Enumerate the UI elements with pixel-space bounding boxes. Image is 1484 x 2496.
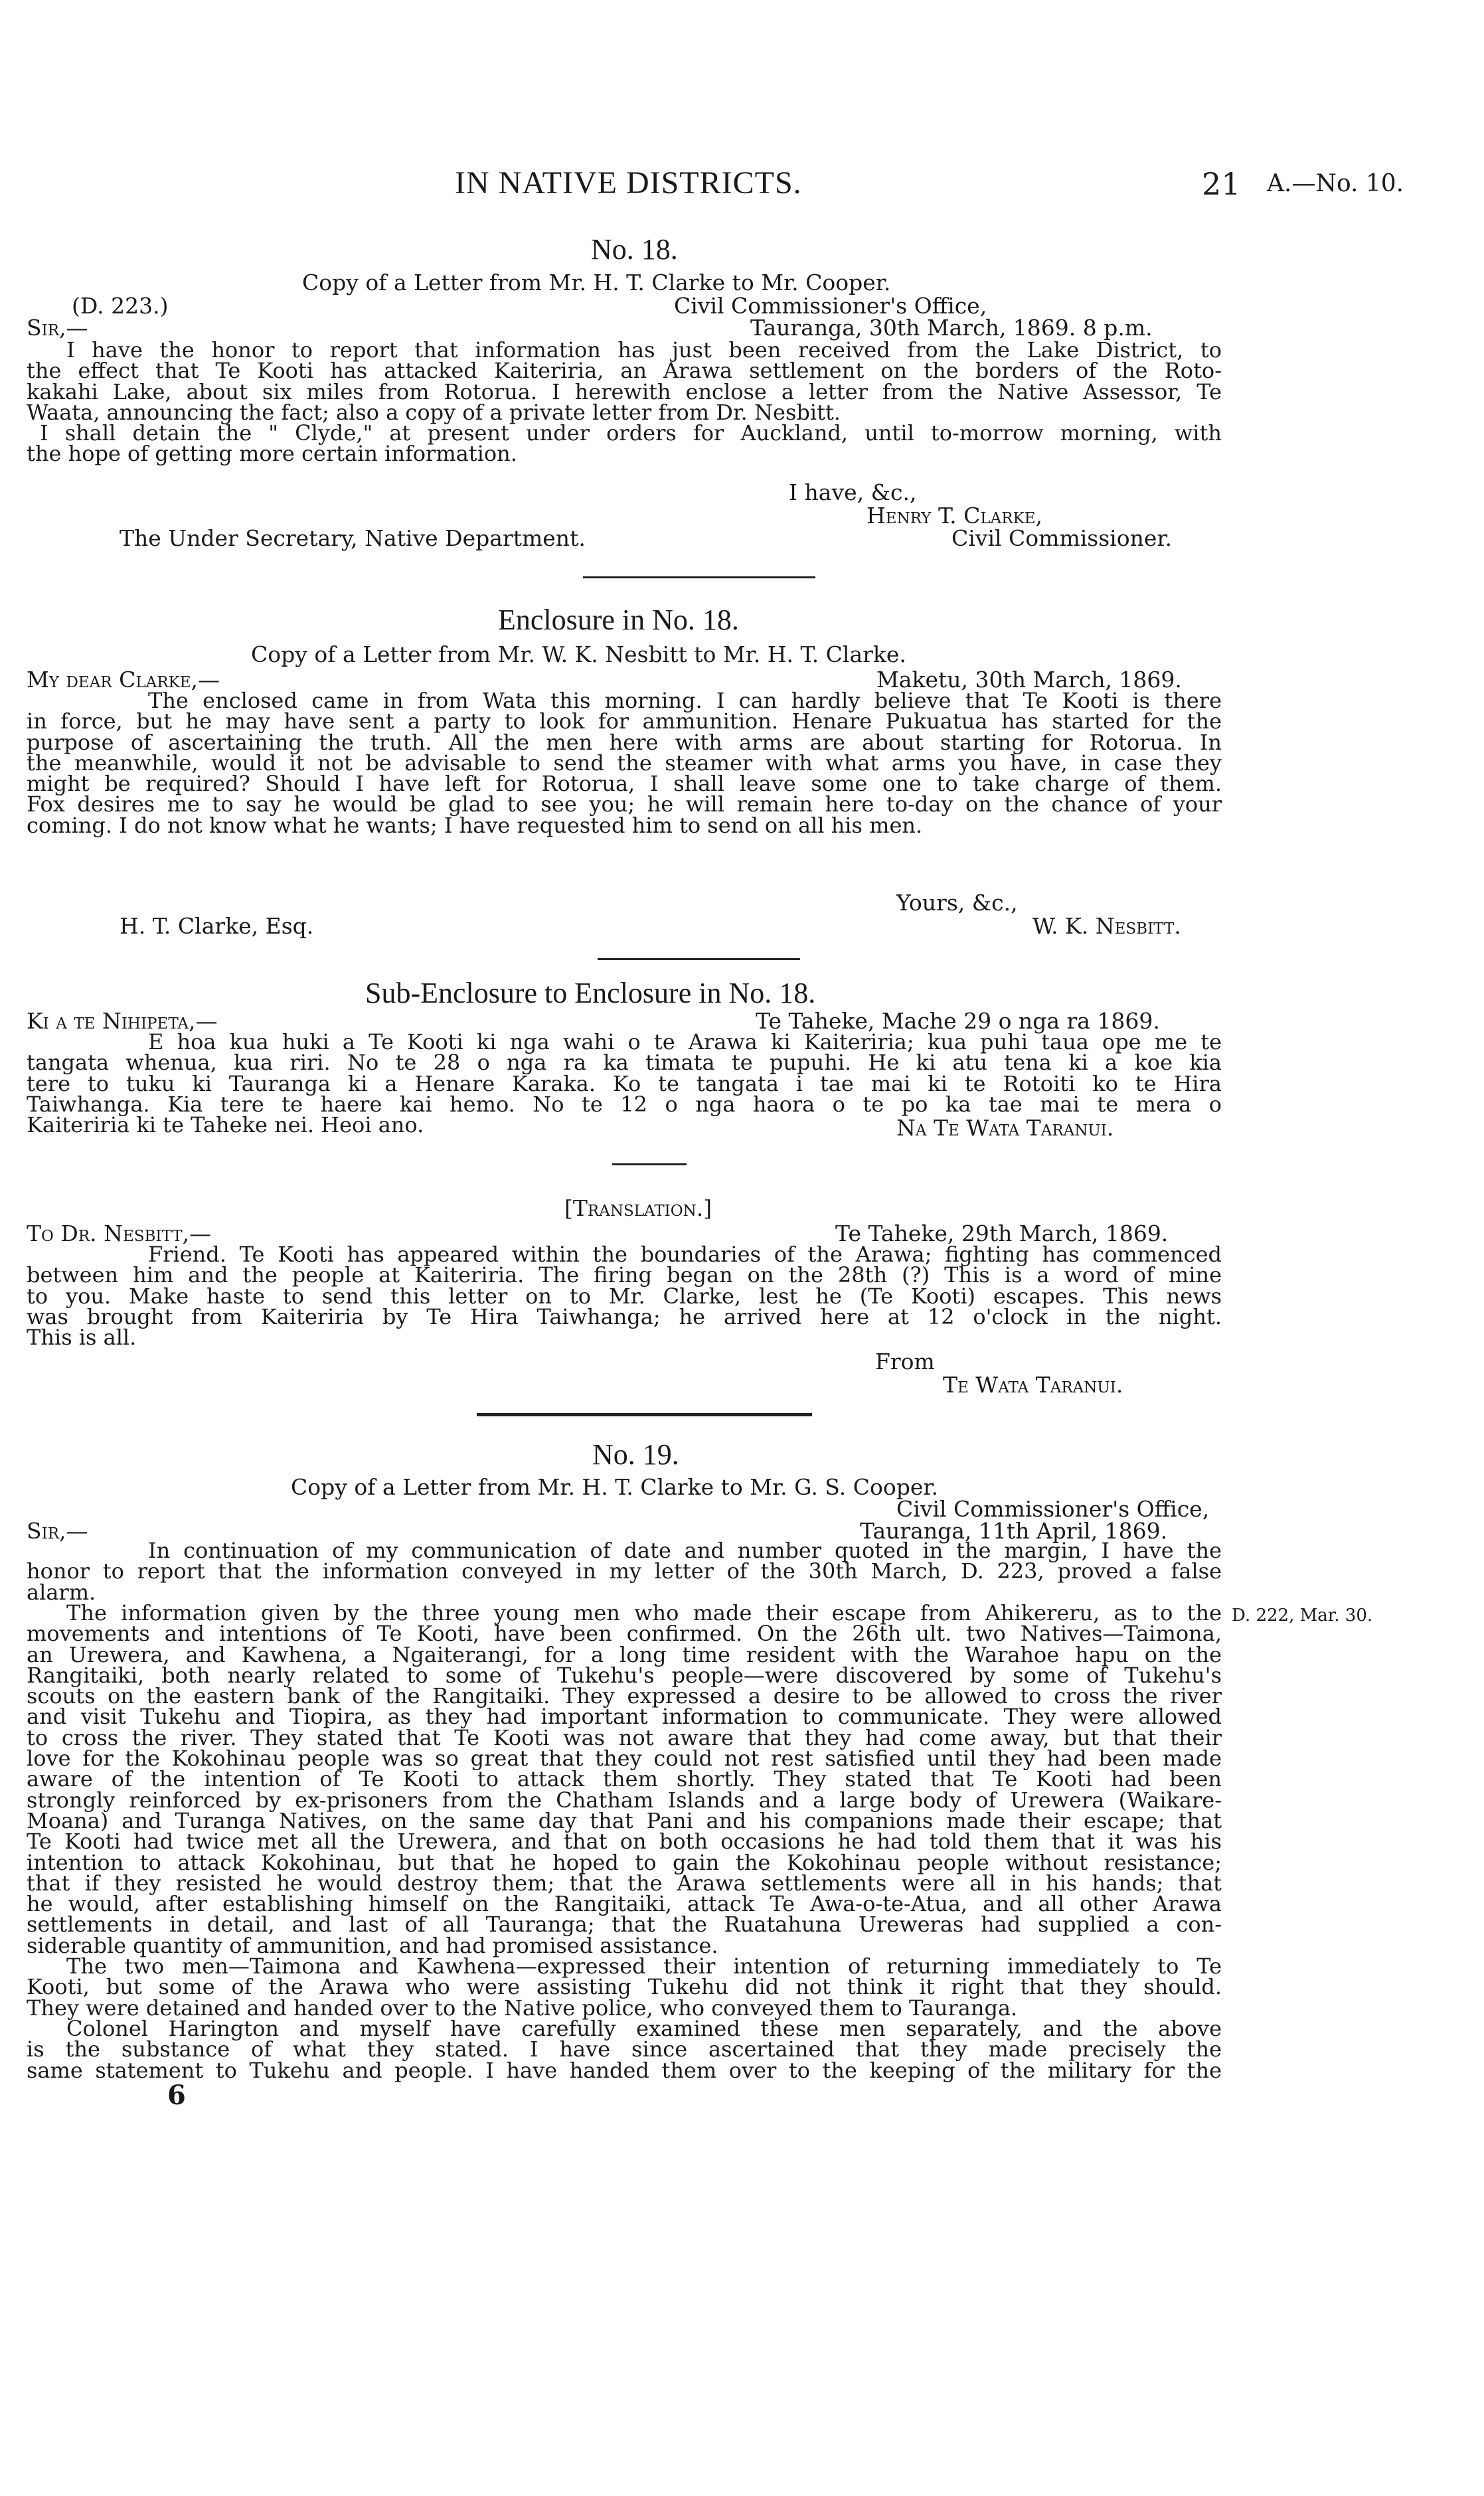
translation-place-date: Te Taheke, 29th March, 1869. <box>835 1220 1169 1246</box>
text-line: alarm. <box>27 1579 96 1605</box>
text-line: is the substance of what they stated. I have since ascertained that they made precisely the <box>27 2037 1222 2062</box>
text-line: he would, after establishing himself on the Rangitaiki, attack Te Awa-o-te-Atua, and all other Arawa <box>27 1891 1222 1917</box>
letter-19-paragraph-1 <box>27 1540 1222 1603</box>
section-divider <box>583 576 815 578</box>
text-line: aware of the intention of Te Kooti to attack them shortly. They stated that Te Kooti had been <box>27 1766 1222 1792</box>
section-divider <box>477 1413 812 1416</box>
enclosure-18-signature: W. K. Nesbitt. <box>1032 913 1181 939</box>
text-line: Fox desires me to say he would be glad to see you; he will remain here to-day on the chance of your <box>27 791 1222 817</box>
text-line: the hope of getting more certain information. <box>27 441 517 467</box>
text-line: I shall detain the " Clyde," at present under orders for Auckland, until to-morrow morning, with <box>40 420 1222 446</box>
text-line: an Urewera, and Kawhena, a Ngaiterangi, for a long time resident with the Warahoe hapu on the <box>27 1641 1222 1667</box>
text-line: Te Kooti had twice met all the Urewera, and that on both occasions he had told them that it was his <box>27 1829 1222 1855</box>
margin-note: D. 222, Mar. 30. <box>1232 1606 1373 1625</box>
letter-19-office: Civil Commissioner's Office, <box>896 1496 1210 1522</box>
letter-19-title: No. 19. <box>592 1438 679 1471</box>
letter-19-paragraph-2 <box>27 1600 1222 1958</box>
text-line: Kooti, but some of the Arawa who were assisting Tukehu did not think it right that they should. <box>27 1974 1222 2000</box>
text-line: the meanwhile, would it not be advisable to send the steamer with what arms you have, in case they <box>27 750 1222 776</box>
letter-18-place-date: Tauranga, 30th March, 1869. 8 p.m. <box>750 315 1153 341</box>
text-line: might be required? Should I have left for Rotorua, I shall leave some one to take charge of them. <box>27 771 1222 797</box>
text-line: Rangitaiki, both nearly related to some of Tukehu's people—were discovered by some of Tukehu's <box>27 1662 1222 1688</box>
text-line: They were detained and handed over to the Native police, who conveyed them to Tauranga. <box>27 1995 1018 2021</box>
running-header-title: IN NATIVE DISTRICTS. <box>455 165 802 201</box>
translation-label: [Translation.] <box>564 1195 712 1221</box>
text-line: coming. I do not know what he wants; I have requested him to send on all his men. <box>27 812 923 838</box>
text-line: that if they resisted he would destroy them; that the Arawa settlements were all in his hands; that <box>27 1870 1222 1896</box>
letter-18-body <box>27 337 1222 467</box>
text-line: Kaiteriria ki te Taheke nei. Heoi ano. <box>27 1112 424 1138</box>
text-line: purpose of ascertaining the truth. All the men here with arms are about starting for Rotorua. In <box>27 729 1222 755</box>
enclosure-18-title: Enclosure in No. 18. <box>498 604 739 636</box>
translation-body <box>27 1242 1222 1351</box>
text-line: settlements in detail, and last of all Tauranga; that the Ruatahuna Ureweras had supplied a con- <box>27 1912 1222 1938</box>
text-line: The two men—Taimona and Kawhena—expressed their intention of returning immediately to Te <box>66 1954 1222 1979</box>
text-line: Moana) and Turanga Natives, on the same day that Pani and his companions made their escape; that <box>27 1807 1222 1833</box>
text-line: honor to report that the information conveyed in my letter of the 30th March, D. 223, proved a false <box>27 1558 1222 1584</box>
letter-19-place-date: Tauranga, 11th April, 1869. <box>860 1518 1168 1544</box>
text-line: love for the Kokohinau people was so great that they could not rest satisfied until they had been made <box>27 1746 1222 1772</box>
text-line: strongly reinforced by ex-prisoners from the Chatham Islands and a large body of Urewera (Waikare- <box>27 1787 1222 1813</box>
section-divider <box>612 1163 687 1165</box>
enclosure-18-closing: Yours, &c., <box>896 890 1018 916</box>
text-line: movements and intentions of Te Kooti, have been confirmed. On the 26th ult. two Natives—Taimona, <box>27 1621 1222 1647</box>
letter-18-subtitle: Copy of a Letter from Mr. H. T. Clarke to Mr. Cooper. <box>302 270 891 295</box>
text-line: tangata whenua, kua riri. No te 28 o nga ra ka timata te pupuhi. He ki atu tena ki a koe kia <box>27 1050 1222 1076</box>
section-divider <box>598 958 800 960</box>
text-line: siderable quantity of ammunition, and had promised assistance. <box>27 1932 718 1958</box>
text-line: I have the honor to report that information has just been received from the Lake District, to <box>66 337 1222 363</box>
letter-18-title: No. 18. <box>591 233 678 266</box>
page-number: 21 <box>1202 166 1241 202</box>
letter-18-reference: (D. 223.) <box>72 293 169 319</box>
translation-from: From <box>875 1349 935 1374</box>
signature-mark: 6 <box>167 2080 186 2111</box>
text-line: Taiwhanga. Kia tere te haere kai hemo. No te 12 o nga haora o te po ka tae mai te mera o <box>27 1091 1222 1117</box>
letter-18-closing: I have, &c., <box>789 479 917 505</box>
document-reference: A.—No. 10. <box>1267 170 1404 197</box>
enclosure-18-body <box>27 688 1222 838</box>
text-line: in force, but he may have sent a party to look for ammunition. Henare Pukuatua has started for the <box>27 708 1222 734</box>
text-line: Friend. Te Kooti has appeared within the boundaries of the Arawa; fighting has commenced <box>148 1242 1222 1267</box>
letter-19-paragraph-3 <box>27 1956 1222 2019</box>
text-line: Waata, announcing the fact; also a copy of a private letter from Dr. Nesbitt. <box>27 399 841 425</box>
text-line: In continuation of my communication of date and number quoted in the margin, I have the <box>148 1538 1222 1563</box>
text-line: was brought from Kaiteriria by Te Hira Taiwhanga; he arrived here at 12 o'clock in the night. <box>27 1303 1222 1329</box>
enclosure-18-place-date: Maketu, 30th March, 1869. <box>876 667 1182 693</box>
text-line: tere to tuku ki Tauranga ki a Henare Karaka. Ko te tangata i tae mai ki te Rotoiti ko te Hira <box>27 1070 1222 1096</box>
enclosure-18-salutation: My dear Clarke,— <box>27 667 220 693</box>
subenclosure-18-salutation: Ki a te Nihipeta,— <box>27 1008 218 1034</box>
subenclosure-18-signature: Na Te Wata Taranui. <box>896 1115 1114 1141</box>
text-line: same statement to Tukehu and people. I have handed them over to the keeping of the military for the <box>27 2057 1222 2083</box>
letter-19-paragraph-4 <box>27 2016 1222 2083</box>
text-line: The information given by the three young men who made their escape from Ahikereru, as to the <box>66 1600 1222 1625</box>
text-line: intention to attack Kokohinau, but that he hoped to gain the Kokohinau people without resistance; <box>27 1849 1222 1875</box>
letter-18-addressee: The Under Secretary, Native Department. <box>120 525 586 551</box>
enclosure-18-subtitle: Copy of a Letter from Mr. W. K. Nesbitt to Mr. H. T. Clarke. <box>251 641 906 667</box>
text-line: kakahi Lake, about six miles from Rotorua. I herewith enclose a letter from the Native Assessor, Te <box>27 378 1222 404</box>
text-line: to you. Make haste to send this letter on to Mr. Clarke, lest he (Te Kooti) escapes. This news <box>27 1283 1222 1309</box>
letter-19-subtitle: Copy of a Letter from Mr. H. T. Clarke to Mr. G. S. Cooper. <box>291 1474 938 1500</box>
text-line: Colonel Harington and myself have carefully examined these men separately, and the above <box>66 2016 1222 2041</box>
translation-salutation: To Dr. Nesbitt,— <box>27 1220 212 1246</box>
text-line: the effect that Te Kooti has attacked Kaiteriria, an Arawa settlement on the borders of the Roto- <box>27 358 1222 384</box>
subenclosure-18-title: Sub-Enclosure to Enclosure in No. 18. <box>365 977 816 1009</box>
translation-signature: Te Wata Taranui. <box>943 1372 1123 1398</box>
text-line: The enclosed came in from Wata this morning. I can hardly believe that Te Kooti is there <box>148 688 1222 713</box>
text-line: and visit Tukehu and Tiopira, as they had important information to communicate. They were allowed <box>27 1704 1222 1730</box>
text-line: E hoa kua huki a Te Kooti ki nga wahi o te Arawa ki Kaiteriria; kua puhi taua ope me te <box>148 1029 1222 1054</box>
subenclosure-18-place-date: Te Taheke, Mache 29 o nga ra 1869. <box>756 1008 1160 1034</box>
text-line: scouts on the eastern bank of the Rangitaiki. They expressed a desire to be allowed to cross the river <box>27 1683 1222 1709</box>
enclosure-18-addressee: H. T. Clarke, Esq. <box>120 913 314 939</box>
letter-18-office: Civil Commissioner's Office, <box>674 293 987 319</box>
text-line: This is all. <box>27 1325 137 1351</box>
letter-18-salutation: Sir,— <box>27 315 88 341</box>
letter-18-signature-title: Civil Commissioner. <box>951 525 1173 551</box>
text-line: between him and the people at Kaiteriria. The firing began on the 28th (?) This is a word of mine <box>27 1262 1222 1288</box>
letter-19-salutation: Sir,— <box>27 1518 88 1544</box>
letter-18-signature: Henry T. Clarke, <box>866 503 1043 529</box>
text-line: to cross the river. They stated that Te Kooti was not aware that they had come away, but that their <box>27 1724 1222 1750</box>
